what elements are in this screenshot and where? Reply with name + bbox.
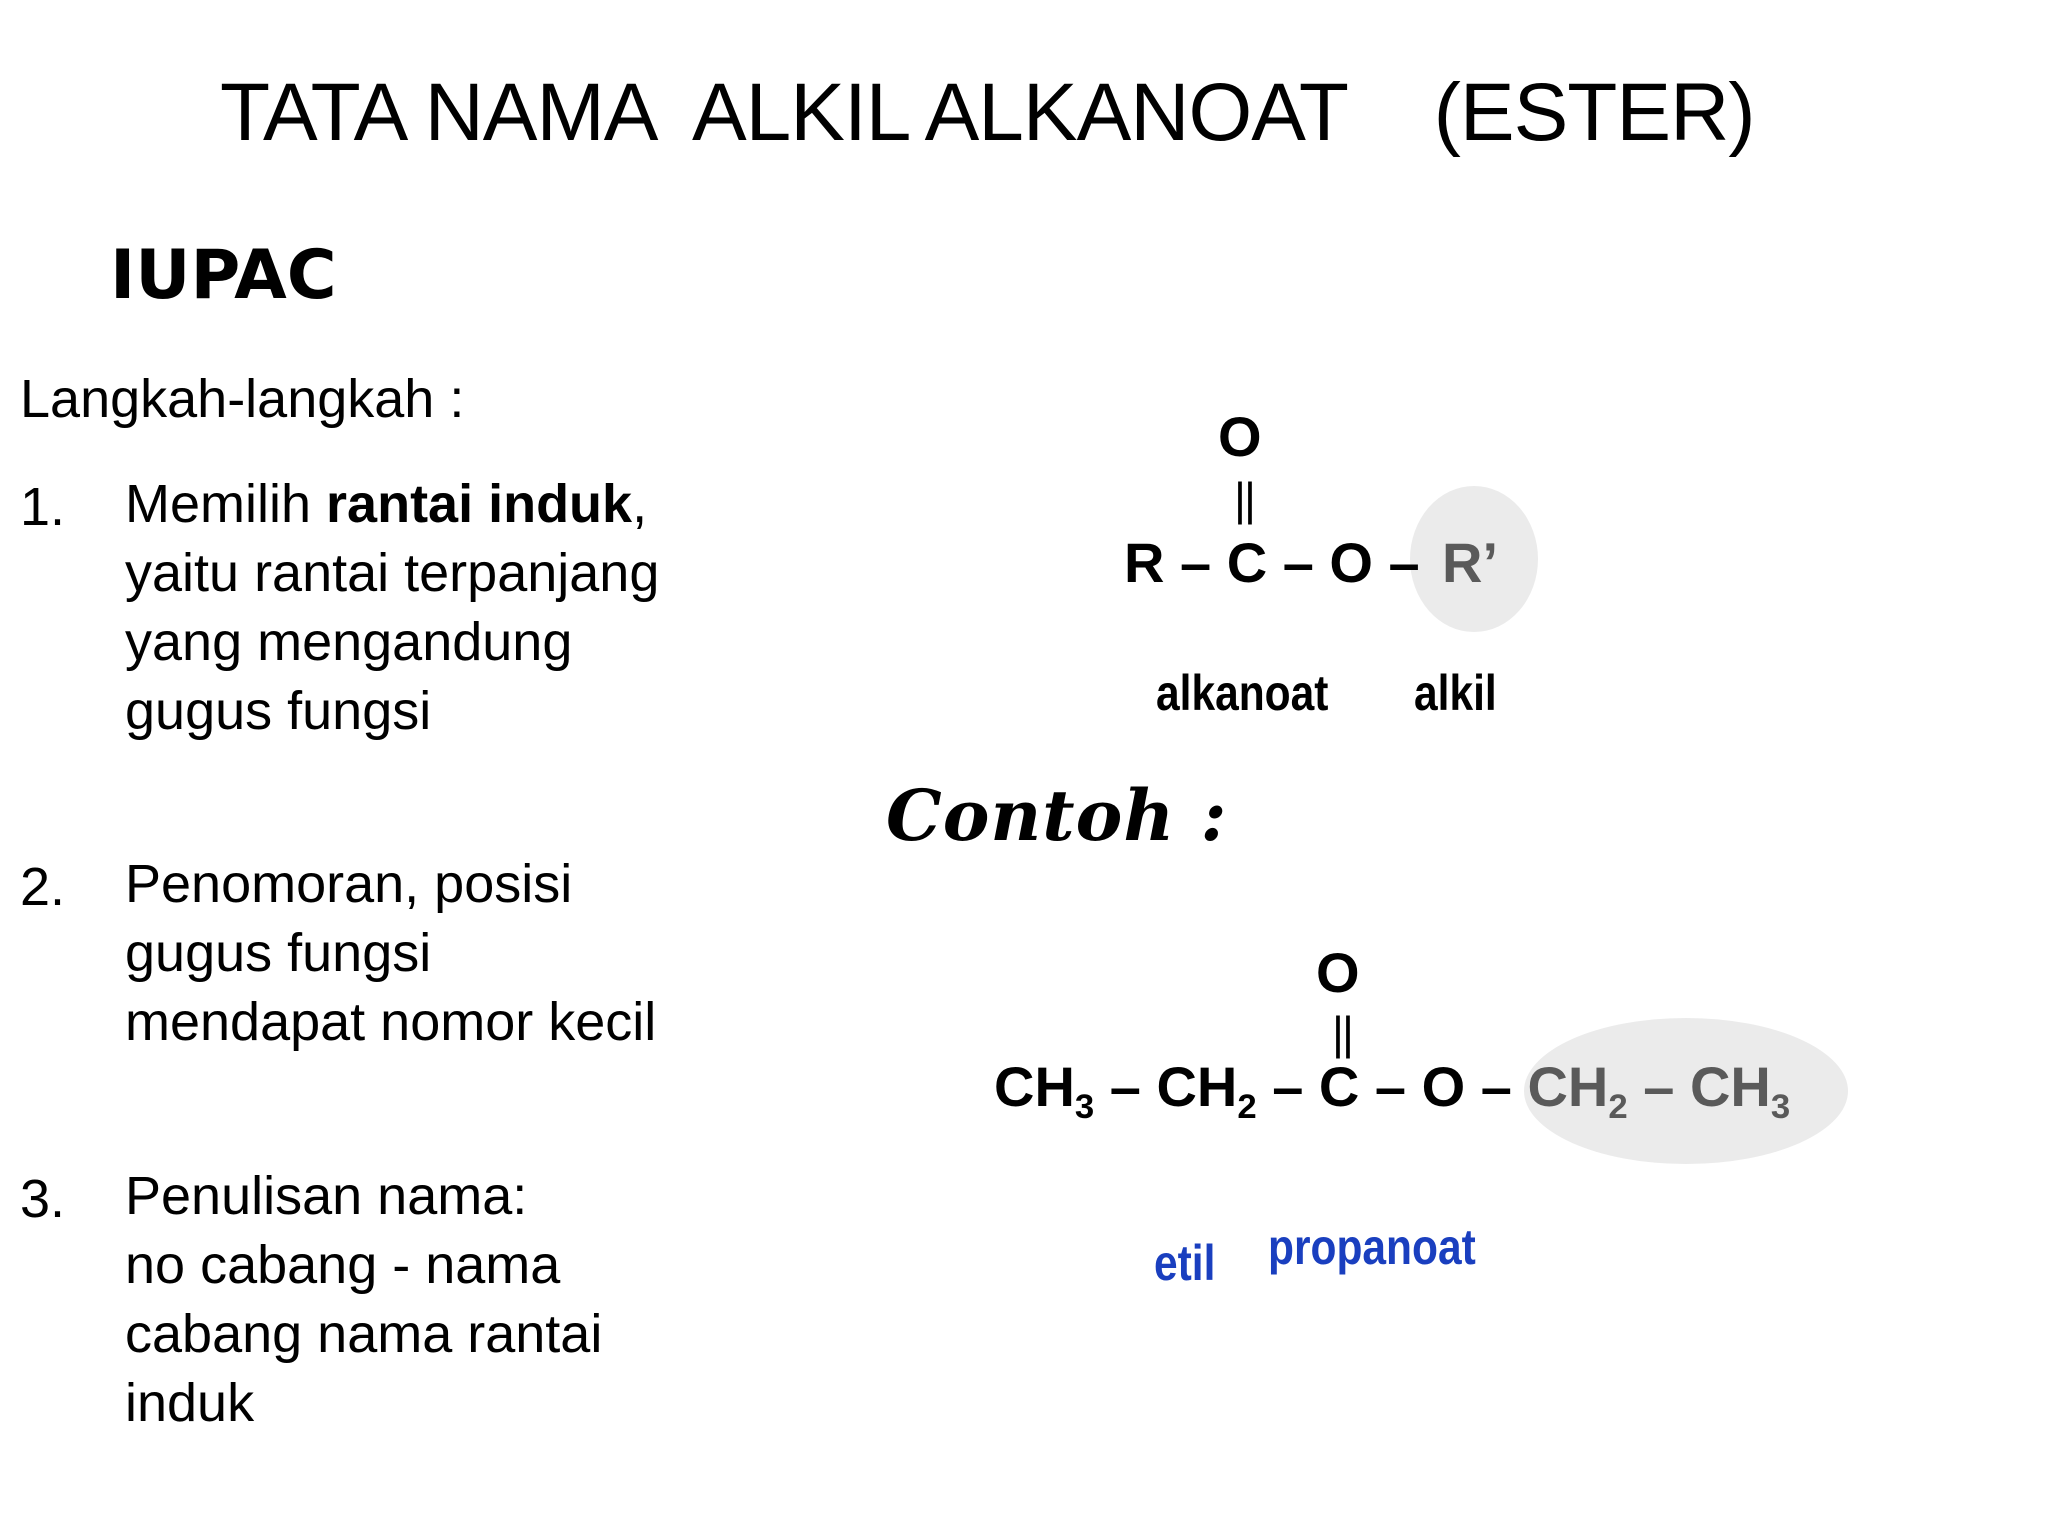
step-1-number: 1. <box>20 477 66 537</box>
contoh-label: Contoh : <box>886 774 1228 857</box>
alkyl-ch2-atom: CH <box>1527 1055 1609 1118</box>
label-alkanoat: alkanoat <box>1156 665 1329 721</box>
example-double-bond: || <box>1332 1007 1352 1059</box>
label-alkil: alkil <box>1414 665 1497 721</box>
steps-intro: Langkah-langkah : <box>20 369 465 429</box>
general-r-prime: R’ <box>1442 531 1498 594</box>
alkyl-ch3-subscript: 3 <box>1770 1088 1791 1127</box>
ch3-atom: CH <box>994 1055 1075 1118</box>
example-carbonyl-oxygen: O <box>1316 941 1360 1004</box>
general-double-bond: || <box>1234 473 1254 525</box>
step-1-bold: rantai induk <box>326 474 633 534</box>
step-2-number: 2. <box>20 857 66 917</box>
bond-1: – <box>1094 1055 1157 1118</box>
step-1-text <box>125 470 685 746</box>
step-3-line2: no cabang - nama cabang nama rantai induk <box>125 1235 603 1433</box>
step-1-pre: Memilih <box>125 474 327 534</box>
general-carbonyl-oxygen: O <box>1218 405 1262 468</box>
ester-linkage: – C – O – <box>1256 1055 1528 1118</box>
ch2-atom: CH <box>1156 1055 1238 1118</box>
ch2-subscript: 2 <box>1237 1088 1257 1127</box>
iupac-heading: IUPAC <box>110 236 337 315</box>
alkyl-ch3-atom: CH <box>1689 1055 1771 1118</box>
step-2-text: Penomoran, posisi gugus fungsi mendapat nomor kecil <box>125 854 657 1052</box>
step-3-line1: Penulisan nama: <box>125 1166 528 1226</box>
step-3-text <box>125 1162 685 1438</box>
example-name-propanoat: propanoat <box>1268 1219 1476 1275</box>
bond-2: – <box>1627 1055 1690 1118</box>
ch3-subscript: 3 <box>1074 1088 1095 1127</box>
step-3-number: 3. <box>20 1169 66 1229</box>
slide-title: TATA NAMA ALKIL ALKANOAT (ESTER) <box>220 67 1755 158</box>
step-1-post: , yaitu rantai terpanjang yang mengandung gugus fungsi <box>125 474 660 741</box>
general-chain: R – C – O – <box>1124 531 1420 594</box>
example-name-etil: etil <box>1154 1235 1216 1291</box>
alkyl-ch2-subscript: 2 <box>1608 1088 1628 1127</box>
example-formula <box>994 1054 1791 1127</box>
